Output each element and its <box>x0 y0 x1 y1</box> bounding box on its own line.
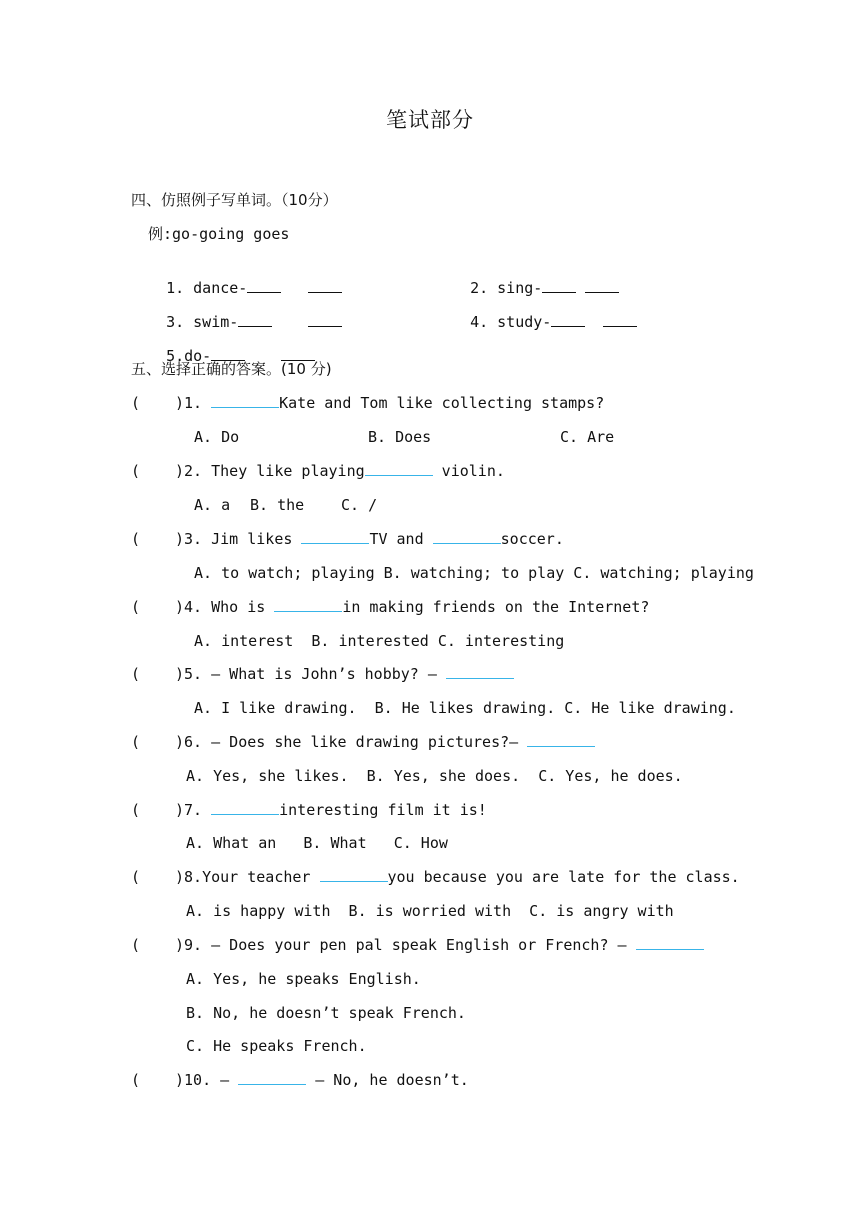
question-line <box>131 529 564 549</box>
question-line <box>131 664 514 684</box>
question-number: )3. <box>175 530 203 548</box>
options-line: A. Yes, she likes. B. Yes, she does. C. Yes, he does. <box>186 767 683 785</box>
question-text: — Does your pen pal speak English or French? — <box>211 936 636 954</box>
question-number: )5. <box>175 665 203 683</box>
answer-blank[interactable] <box>308 278 342 293</box>
question-number: )8. <box>175 868 203 886</box>
answer-paren[interactable]: ( <box>131 462 141 480</box>
question-line <box>131 867 740 887</box>
section-heading: 五、选择正确的答案。(10 分) <box>131 360 332 378</box>
item-word: swim- <box>193 313 239 331</box>
item-number: 5. <box>166 347 185 365</box>
question-number: )10. <box>175 1071 212 1089</box>
answer-blank[interactable] <box>211 800 279 815</box>
question-text: Your teacher <box>202 868 320 886</box>
question-number: )1. <box>175 394 203 412</box>
options-line: A. I like drawing. B. He likes drawing. C. He like drawing. <box>194 699 736 717</box>
answer-blank[interactable] <box>274 597 342 612</box>
question-line <box>131 732 595 752</box>
answer-paren[interactable]: ( <box>131 665 141 683</box>
item-number: 2. <box>470 279 489 297</box>
question-text: in making friends on the Internet? <box>342 598 650 616</box>
option-b: B. the <box>250 496 305 514</box>
question-text: TV and <box>369 530 433 548</box>
item-word: sing- <box>497 279 543 297</box>
answer-blank[interactable] <box>308 312 342 327</box>
option-a: A. a <box>194 496 231 514</box>
options-line: A. to watch; playing B. watching; to play C. watching; playing <box>194 564 754 582</box>
question-number: )7. <box>175 801 203 819</box>
word-item <box>452 292 637 332</box>
answer-paren[interactable]: ( <box>131 733 141 751</box>
question-text: They like playing <box>211 462 365 480</box>
answer-blank[interactable] <box>238 312 272 327</box>
options-line: A. interest B. interested C. interesting <box>194 632 565 650</box>
answer-blank[interactable] <box>247 278 281 293</box>
answer-blank[interactable] <box>211 393 279 408</box>
answer-paren[interactable]: ( <box>131 394 141 412</box>
option-c: C. He speaks French. <box>186 1037 367 1055</box>
answer-paren[interactable]: ( <box>131 598 141 616</box>
question-line <box>131 1070 469 1090</box>
question-line <box>131 597 649 617</box>
answer-blank[interactable] <box>551 312 585 327</box>
option-b: B. No, he doesn’t speak French. <box>186 1004 466 1022</box>
question-text: soccer. <box>500 530 564 548</box>
question-text: Who is <box>211 598 275 616</box>
question-line <box>131 393 604 413</box>
item-word: study- <box>497 313 552 331</box>
answer-paren[interactable]: ( <box>131 1071 141 1089</box>
question-text: violin. <box>432 462 505 480</box>
option-a: A. Do <box>194 428 240 446</box>
question-number: )6. <box>175 733 203 751</box>
answer-paren[interactable]: ( <box>131 868 141 886</box>
item-number: 3. <box>166 313 185 331</box>
question-text: — What is John’s hobby? — <box>211 665 446 683</box>
question-text: Kate and Tom like collecting stamps? <box>279 394 605 412</box>
answer-blank[interactable] <box>238 1070 306 1085</box>
answer-blank[interactable] <box>603 312 637 327</box>
answer-blank[interactable] <box>301 529 369 544</box>
question-line <box>131 800 487 820</box>
options-line: A. is happy with B. is worried with C. is angry with <box>186 902 674 920</box>
answer-blank[interactable] <box>365 461 433 476</box>
answer-paren[interactable]: ( <box>131 936 141 954</box>
answer-blank[interactable] <box>320 867 388 882</box>
item-word: dance- <box>193 279 248 297</box>
question-line <box>131 461 505 481</box>
question-text: Jim likes <box>211 530 302 548</box>
option-a: A. Yes, he speaks English. <box>186 970 421 988</box>
question-text: you because you are late for the class. <box>387 868 740 886</box>
item-number: 1. <box>166 279 185 297</box>
answer-blank[interactable] <box>636 935 704 950</box>
answer-blank[interactable] <box>542 278 576 293</box>
option-b: B. Does <box>368 428 432 446</box>
item-word: do- <box>184 347 212 365</box>
question-number: )9. <box>175 936 203 954</box>
question-text: interesting film it is! <box>279 801 487 819</box>
example-line: 例:go-going goes <box>148 225 290 243</box>
item-number: 4. <box>470 313 489 331</box>
question-number: )2. <box>175 462 203 480</box>
page-title: 笔试部分 <box>386 108 474 132</box>
question-text: — <box>220 1071 239 1089</box>
answer-blank[interactable] <box>527 732 595 747</box>
answer-blank[interactable] <box>446 664 514 679</box>
section-heading: 四、仿照例子写单词。（10分） <box>131 191 338 209</box>
answer-blank[interactable] <box>433 529 501 544</box>
answer-paren[interactable]: ( <box>131 530 141 548</box>
answer-paren[interactable]: ( <box>131 801 141 819</box>
question-line <box>131 935 704 955</box>
question-text: — Does she like drawing pictures?— <box>211 733 528 751</box>
option-c: C. Are <box>560 428 615 446</box>
question-text: — No, he doesn’t. <box>306 1071 469 1089</box>
question-number: )4. <box>175 598 203 616</box>
options-line: A. What an B. What C. How <box>186 834 448 852</box>
option-c: C. / <box>341 496 378 514</box>
answer-blank[interactable] <box>585 278 619 293</box>
